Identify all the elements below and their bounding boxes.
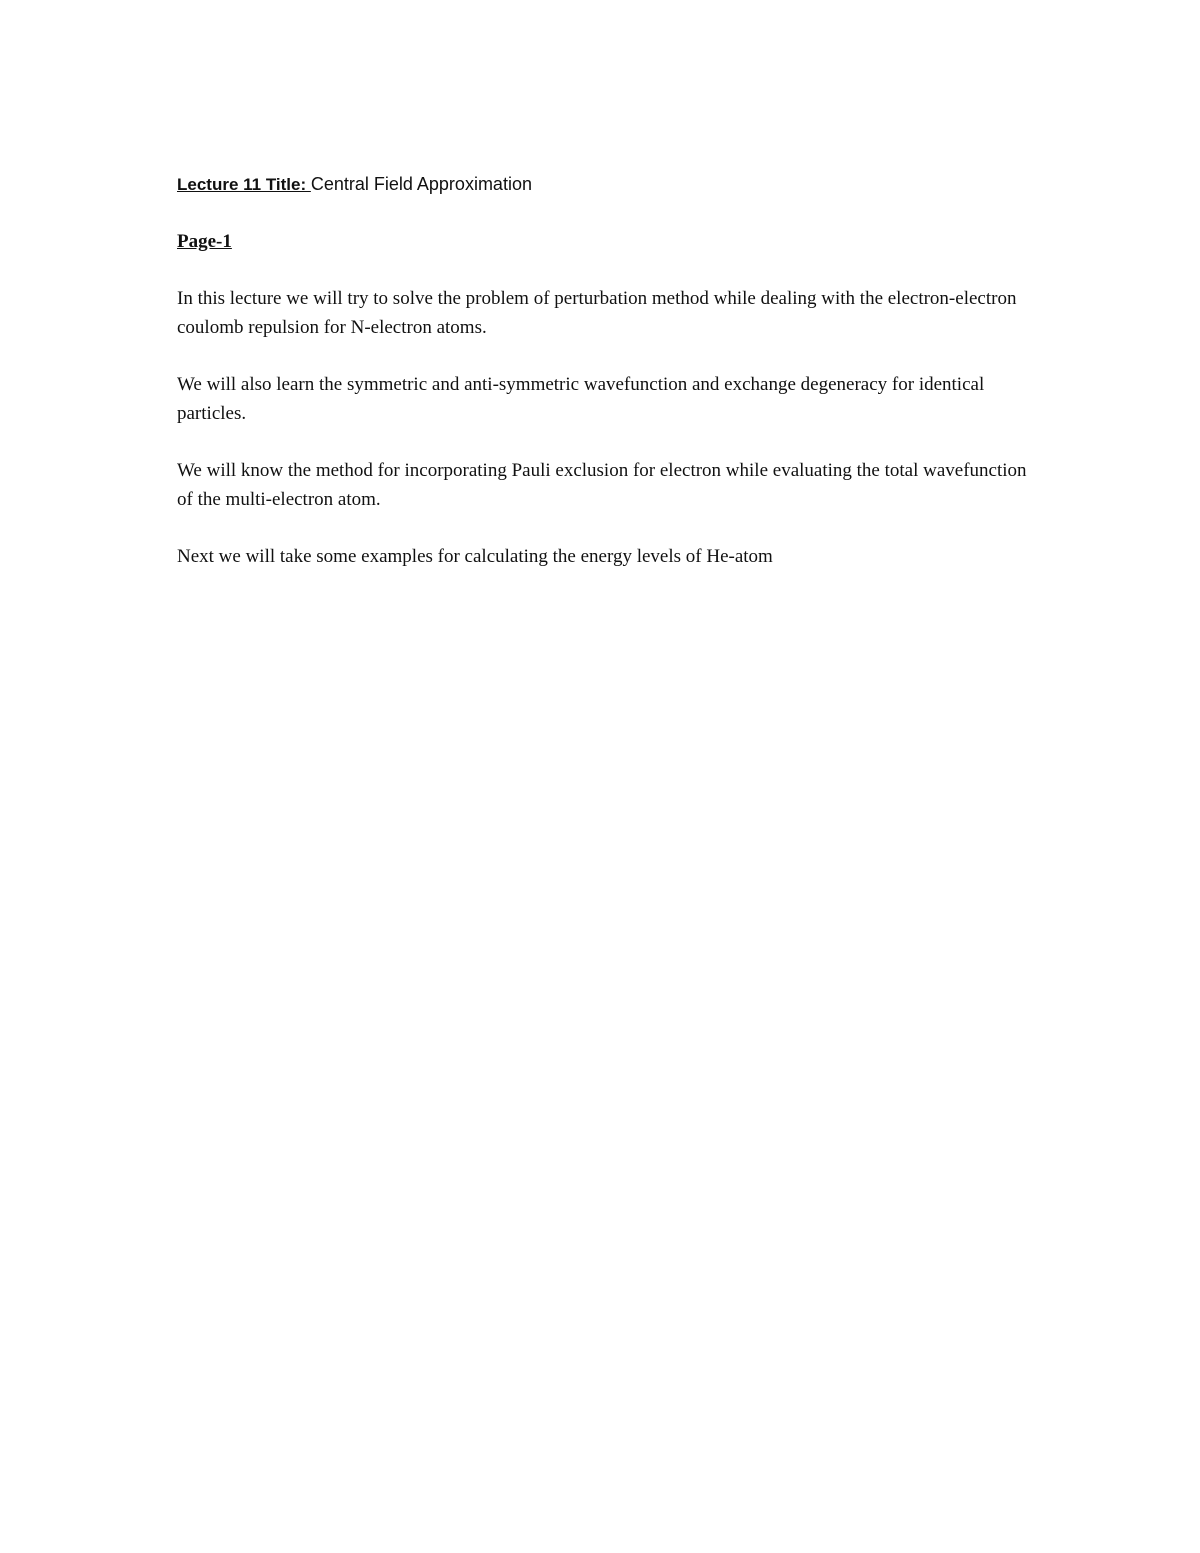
lecture-title-label: Lecture 11 Title: [177, 175, 311, 194]
paragraph-perturbation: In this lecture we will try to solve the problem of perturbation method while dealing with the electron-electron coulomb repulsion for N-electron atoms. [177, 288, 1017, 338]
lecture-title-text: Central Field Approximation [310, 174, 532, 194]
page-number-heading: Page-1 [177, 231, 232, 252]
lecture-title-line [177, 170, 1037, 199]
page-content [177, 170, 1037, 599]
paragraph-pauli-exclusion: We will know the method for incorporating Pauli exclusion for electron while evaluating the total wavefunction of the multi-electron atom. [177, 460, 1027, 510]
paragraph-he-atom-examples: Next we will take some examples for calculating the energy levels of He-atom [177, 546, 773, 567]
paragraph-symmetric-wavefunction: We will also learn the symmetric and anti-symmetric wavefunction and exchange degeneracy for identical particles. [177, 374, 985, 424]
